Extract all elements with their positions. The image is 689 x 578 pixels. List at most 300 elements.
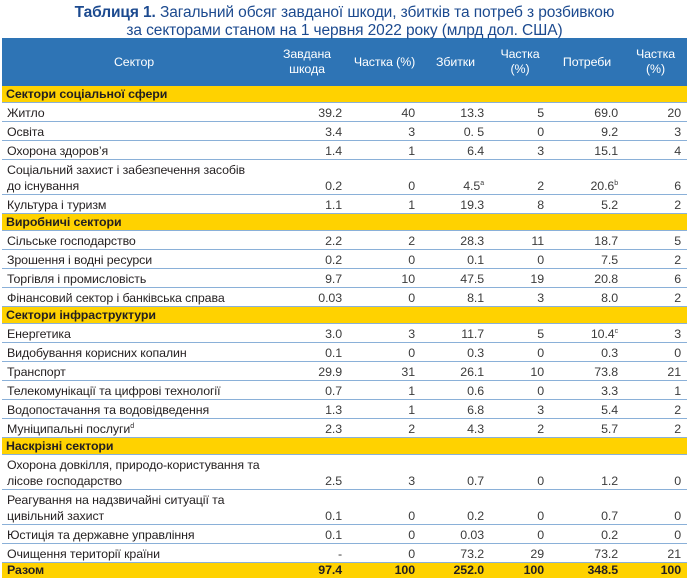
sector-name: Культура і туризм <box>7 198 106 212</box>
losses-cell <box>421 250 490 269</box>
needs-share-cell <box>624 544 687 563</box>
needs-share-cell <box>624 490 687 525</box>
cell-value: 6 <box>674 179 681 193</box>
damage-share-cell <box>348 160 421 195</box>
cell-value: 2 <box>537 179 544 193</box>
table-title <box>0 0 689 38</box>
losses-share-cell <box>490 343 550 362</box>
cell-value: 0 <box>408 253 415 267</box>
losses-cell <box>421 343 490 362</box>
sector-name: Транспорт <box>7 365 66 379</box>
sector-name: Телекомунікації та цифрові технології <box>7 384 220 398</box>
cell-value: 3 <box>674 125 681 139</box>
table-row <box>2 324 687 343</box>
cell-value: 0 <box>674 474 681 488</box>
losses-share-cell <box>490 525 550 544</box>
needs-cell <box>550 103 624 122</box>
cell-value: 3 <box>408 327 415 341</box>
sector-cell <box>2 269 266 288</box>
cell-value: 18.7 <box>594 234 618 248</box>
sector-cell <box>2 141 266 160</box>
header-damage: Завдана шкода <box>266 38 348 86</box>
title-line-1 <box>0 4 689 22</box>
cell-value: 0.03 <box>460 528 484 542</box>
damage-cell <box>266 525 348 544</box>
table-row <box>2 490 687 525</box>
total-row <box>2 563 687 578</box>
cell-value: 13.3 <box>460 106 484 120</box>
cell-value: 2 <box>674 198 681 212</box>
cell-value: 20.8 <box>594 272 618 286</box>
sector-name: Муніципальні послуги <box>7 422 130 436</box>
losses-cell <box>421 160 490 195</box>
cell-value: 21 <box>667 365 681 379</box>
cell-value: 0 <box>537 509 544 523</box>
cell-value: 2 <box>408 234 415 248</box>
sector-cell <box>2 419 266 438</box>
sector-name: Очищення території країни <box>7 547 160 561</box>
total-damage-share-cell: 100 <box>348 563 421 578</box>
cell-value: 1.2 <box>601 474 618 488</box>
losses-cell <box>421 141 490 160</box>
title-text-1: Загальний обсяг завданої шкоди, збитків та потреб з розбивкою <box>160 4 614 21</box>
needs-cell <box>550 381 624 400</box>
cell-value: 31 <box>401 365 415 379</box>
cell-value: 0.2 <box>325 253 342 267</box>
losses-cell <box>421 544 490 563</box>
title-line-2: за секторами станом на 1 червня 2022 року (млрд дол. США) <box>0 22 689 40</box>
losses-cell <box>421 231 490 250</box>
table-row <box>2 362 687 381</box>
section-title: Сектори інфраструктури <box>2 307 687 324</box>
losses-cell <box>421 269 490 288</box>
damage-cell <box>266 269 348 288</box>
losses-cell <box>421 122 490 141</box>
cell-value: 3 <box>537 291 544 305</box>
sector-cell <box>2 122 266 141</box>
cell-value: 2.2 <box>325 234 342 248</box>
cell-value: 4.5 <box>463 179 480 193</box>
needs-cell <box>550 269 624 288</box>
cell-value: 0 <box>408 547 415 561</box>
needs-cell <box>550 250 624 269</box>
cell-value: 0 <box>674 528 681 542</box>
damage-share-cell <box>348 525 421 544</box>
damage-cell <box>266 343 348 362</box>
sector-cell <box>2 525 266 544</box>
cell-value: 1 <box>408 144 415 158</box>
cell-value: 19.3 <box>460 198 484 212</box>
cell-value: 3 <box>537 403 544 417</box>
cell-value: 4.3 <box>467 422 484 436</box>
cell-value: 0 <box>408 179 415 193</box>
cell-value: 0.6 <box>467 384 484 398</box>
header-losses: Збитки <box>421 38 490 86</box>
cell-value: 2 <box>674 291 681 305</box>
cell-value: 73.2 <box>594 547 618 561</box>
damage-share-cell <box>348 324 421 343</box>
cell-value: 3.0 <box>325 327 342 341</box>
damage-cell <box>266 381 348 400</box>
cell-value: 0 <box>537 125 544 139</box>
damage-share-cell <box>348 419 421 438</box>
needs-cell <box>550 362 624 381</box>
table-row <box>2 103 687 122</box>
damage-share-cell <box>348 122 421 141</box>
cell-value: 3 <box>408 474 415 488</box>
damage-share-cell <box>348 381 421 400</box>
table-row <box>2 195 687 214</box>
losses-cell <box>421 490 490 525</box>
cell-value: 0. 5 <box>464 125 484 139</box>
sector-cell <box>2 400 266 419</box>
cell-value: 0.7 <box>325 384 342 398</box>
damage-cell <box>266 324 348 343</box>
cell-value: 0 <box>537 384 544 398</box>
losses-cell <box>421 324 490 343</box>
sector-cell <box>2 343 266 362</box>
table-row <box>2 269 687 288</box>
cell-value: 3 <box>537 144 544 158</box>
cell-value: 9.2 <box>601 125 618 139</box>
cell-value: 4 <box>674 144 681 158</box>
cell-value: 2 <box>674 422 681 436</box>
needs-cell <box>550 419 624 438</box>
sector-name: Реагування на надзвичайні ситуації та цивільний захист <box>7 493 224 523</box>
cell-value: 2 <box>674 403 681 417</box>
cell-value: 7.5 <box>601 253 618 267</box>
cell-value: 10 <box>401 272 415 286</box>
table-row <box>2 419 687 438</box>
cell-value: 5.2 <box>601 198 618 212</box>
cell-value: 3.4 <box>325 125 342 139</box>
table-row <box>2 160 687 195</box>
needs-share-cell <box>624 324 687 343</box>
cell-value: 3 <box>408 125 415 139</box>
losses-cell <box>421 381 490 400</box>
needs-share-cell <box>624 103 687 122</box>
damage-share-cell <box>348 195 421 214</box>
needs-cell <box>550 455 624 490</box>
damage-share-cell <box>348 141 421 160</box>
cell-value: 0 <box>408 291 415 305</box>
losses-cell <box>421 525 490 544</box>
needs-share-cell <box>624 250 687 269</box>
damage-share-cell <box>348 455 421 490</box>
cell-value: 0 <box>537 253 544 267</box>
cell-value: 28.3 <box>460 234 484 248</box>
section-header-row <box>2 214 687 231</box>
damage-cell <box>266 362 348 381</box>
header-row <box>2 38 687 86</box>
needs-share-cell <box>624 343 687 362</box>
damage-cell <box>266 490 348 525</box>
table-body <box>2 86 687 578</box>
cell-value: 2 <box>408 422 415 436</box>
losses-share-cell <box>490 324 550 343</box>
losses-cell <box>421 195 490 214</box>
cell-value: 1.1 <box>325 198 342 212</box>
cell-value: 0.2 <box>601 528 618 542</box>
needs-cell <box>550 160 624 195</box>
cell-value: 0.1 <box>325 346 342 360</box>
needs-share-cell <box>624 455 687 490</box>
header-needs-share: Частка (%) <box>624 38 687 86</box>
cell-value: 69.0 <box>594 106 618 120</box>
cell-value: 1 <box>408 403 415 417</box>
cell-value: 10.4 <box>591 327 615 341</box>
cell-value: 2 <box>674 253 681 267</box>
section-title: Виробничі сектори <box>2 214 687 231</box>
cell-value: 1 <box>408 198 415 212</box>
sector-name: Зрошення і водні ресурси <box>7 253 152 267</box>
section-title: Наскрізні сектори <box>2 438 687 455</box>
cell-value: 20.6 <box>590 179 614 193</box>
cell-value: 5 <box>537 327 544 341</box>
total-losses-cell: 252.0 <box>421 563 490 578</box>
sector-cell <box>2 381 266 400</box>
losses-share-cell <box>490 141 550 160</box>
damage-losses-needs-table <box>2 38 687 578</box>
table-label: Таблиця 1. <box>75 4 156 21</box>
cell-value: 0 <box>408 346 415 360</box>
damage-cell <box>266 103 348 122</box>
losses-share-cell <box>490 269 550 288</box>
needs-cell <box>550 141 624 160</box>
sector-cell <box>2 103 266 122</box>
cell-value: 0.2 <box>325 179 342 193</box>
losses-share-cell <box>490 103 550 122</box>
section-header-row <box>2 86 687 103</box>
needs-cell <box>550 525 624 544</box>
table-row <box>2 122 687 141</box>
losses-cell <box>421 288 490 307</box>
needs-share-cell <box>624 400 687 419</box>
losses-cell <box>421 103 490 122</box>
footnote-mark: a <box>480 180 484 187</box>
damage-share-cell <box>348 343 421 362</box>
damage-share-cell <box>348 250 421 269</box>
sector-cell <box>2 160 266 195</box>
table-header <box>2 38 687 86</box>
total-damage-cell: 97.4 <box>266 563 348 578</box>
needs-share-cell <box>624 419 687 438</box>
sector-name: Охорона здоров’я <box>7 144 108 158</box>
cell-value: 0 <box>537 474 544 488</box>
cell-value: 9.7 <box>325 272 342 286</box>
cell-value: - <box>338 547 342 561</box>
table-row <box>2 231 687 250</box>
needs-share-cell <box>624 195 687 214</box>
needs-share-cell <box>624 525 687 544</box>
cell-value: 11.7 <box>461 327 484 341</box>
table-row <box>2 400 687 419</box>
needs-share-cell <box>624 362 687 381</box>
cell-value: 15.1 <box>594 144 618 158</box>
sector-cell <box>2 288 266 307</box>
needs-cell <box>550 343 624 362</box>
cell-value: 39.2 <box>318 106 342 120</box>
cell-value: 73.2 <box>460 547 484 561</box>
sector-name: Освіта <box>7 125 44 139</box>
cell-value: 3.3 <box>601 384 618 398</box>
cell-value: 0 <box>674 509 681 523</box>
cell-value: 19 <box>530 272 544 286</box>
sector-name: Фінансовий сектор і банківська справа <box>7 291 225 305</box>
cell-value: 5 <box>674 234 681 248</box>
table-row <box>2 544 687 563</box>
damage-share-cell <box>348 544 421 563</box>
losses-share-cell <box>490 490 550 525</box>
cell-value: 8.0 <box>601 291 618 305</box>
needs-cell <box>550 288 624 307</box>
cell-value: 0.3 <box>601 346 618 360</box>
cell-value: 21 <box>667 547 681 561</box>
losses-share-cell <box>490 231 550 250</box>
losses-cell <box>421 455 490 490</box>
sector-cell <box>2 490 266 525</box>
sector-cell <box>2 362 266 381</box>
cell-value: 8.1 <box>467 291 484 305</box>
damage-share-cell <box>348 400 421 419</box>
cell-value: 47.5 <box>460 272 484 286</box>
losses-cell <box>421 419 490 438</box>
sector-name: Водопостачання та водовідведення <box>7 403 209 417</box>
damage-cell <box>266 122 348 141</box>
sector-cell <box>2 455 266 490</box>
total-needs-share-cell: 100 <box>624 563 687 578</box>
cell-value: 1 <box>408 384 415 398</box>
damage-cell <box>266 400 348 419</box>
needs-share-cell <box>624 122 687 141</box>
cell-value: 11 <box>531 234 544 248</box>
cell-value: 2.5 <box>325 474 342 488</box>
cell-value: 1 <box>674 384 681 398</box>
needs-cell <box>550 490 624 525</box>
sector-name: Видобування корисних копалин <box>7 346 187 360</box>
damage-share-cell <box>348 231 421 250</box>
header-sector: Сектор <box>2 38 266 86</box>
cell-value: 0.7 <box>467 474 484 488</box>
sector-name: Житло <box>7 106 45 120</box>
damage-cell <box>266 455 348 490</box>
cell-value: 0.7 <box>601 509 618 523</box>
cell-value: 2.3 <box>325 422 342 436</box>
section-header-row <box>2 438 687 455</box>
cell-value: 1.4 <box>325 144 342 158</box>
cell-value: 3 <box>674 327 681 341</box>
cell-value: 5.7 <box>601 422 618 436</box>
cell-value: 0.1 <box>325 528 342 542</box>
total-needs-cell: 348.5 <box>550 563 624 578</box>
sector-cell <box>2 250 266 269</box>
table-row <box>2 381 687 400</box>
losses-share-cell <box>490 122 550 141</box>
losses-share-cell <box>490 400 550 419</box>
section-header-row <box>2 307 687 324</box>
damage-share-cell <box>348 490 421 525</box>
table-row <box>2 141 687 160</box>
cell-value: 0 <box>408 528 415 542</box>
needs-cell <box>550 231 624 250</box>
losses-share-cell <box>490 160 550 195</box>
cell-value: 10 <box>530 365 544 379</box>
table-row <box>2 343 687 362</box>
losses-share-cell <box>490 288 550 307</box>
losses-share-cell <box>490 362 550 381</box>
needs-share-cell <box>624 269 687 288</box>
cell-value: 6 <box>674 272 681 286</box>
table-row <box>2 250 687 269</box>
needs-cell <box>550 195 624 214</box>
cell-value: 5 <box>537 106 544 120</box>
table-row <box>2 525 687 544</box>
cell-value: 6.8 <box>467 403 484 417</box>
cell-value: 26.1 <box>460 365 484 379</box>
cell-value: 5.4 <box>601 403 618 417</box>
sector-name: Юстиція та державне управління <box>7 528 195 542</box>
damage-share-cell <box>348 288 421 307</box>
sector-name: Енергетика <box>7 327 71 341</box>
cell-value: 2 <box>537 422 544 436</box>
needs-share-cell <box>624 381 687 400</box>
sector-cell <box>2 324 266 343</box>
sector-name: Сільське господарство <box>7 234 136 248</box>
table-row <box>2 455 687 490</box>
cell-value: 0.2 <box>467 509 484 523</box>
cell-value: 0.03 <box>318 291 342 305</box>
needs-cell <box>550 324 624 343</box>
needs-cell <box>550 122 624 141</box>
damage-cell <box>266 141 348 160</box>
damage-share-cell <box>348 362 421 381</box>
cell-value: 20 <box>667 106 681 120</box>
losses-share-cell <box>490 381 550 400</box>
damage-cell <box>266 195 348 214</box>
damage-cell <box>266 544 348 563</box>
cell-value: 0.1 <box>467 253 484 267</box>
sector-name: Соціальний захист і забезпечення засобів до існування <box>7 163 245 193</box>
cell-value: 0.1 <box>325 509 342 523</box>
losses-share-cell <box>490 419 550 438</box>
needs-share-cell <box>624 288 687 307</box>
needs-share-cell <box>624 141 687 160</box>
needs-cell <box>550 544 624 563</box>
sector-cell <box>2 544 266 563</box>
footnote-mark: b <box>614 180 618 187</box>
cell-value: 0 <box>537 528 544 542</box>
losses-share-cell <box>490 195 550 214</box>
header-damage-share: Частка (%) <box>348 38 421 86</box>
cell-value: 0.3 <box>467 346 484 360</box>
cell-value: 8 <box>537 198 544 212</box>
damage-cell <box>266 160 348 195</box>
losses-share-cell <box>490 455 550 490</box>
damage-cell <box>266 250 348 269</box>
sector-cell <box>2 231 266 250</box>
losses-cell <box>421 362 490 381</box>
damage-share-cell <box>348 269 421 288</box>
cell-value: 73.8 <box>594 365 618 379</box>
losses-share-cell <box>490 250 550 269</box>
total-losses-share-cell: 100 <box>490 563 550 578</box>
damage-cell <box>266 288 348 307</box>
total-label: Разом <box>2 563 266 578</box>
losses-cell <box>421 400 490 419</box>
cell-value: 0 <box>408 509 415 523</box>
losses-share-cell <box>490 544 550 563</box>
needs-share-cell <box>624 231 687 250</box>
